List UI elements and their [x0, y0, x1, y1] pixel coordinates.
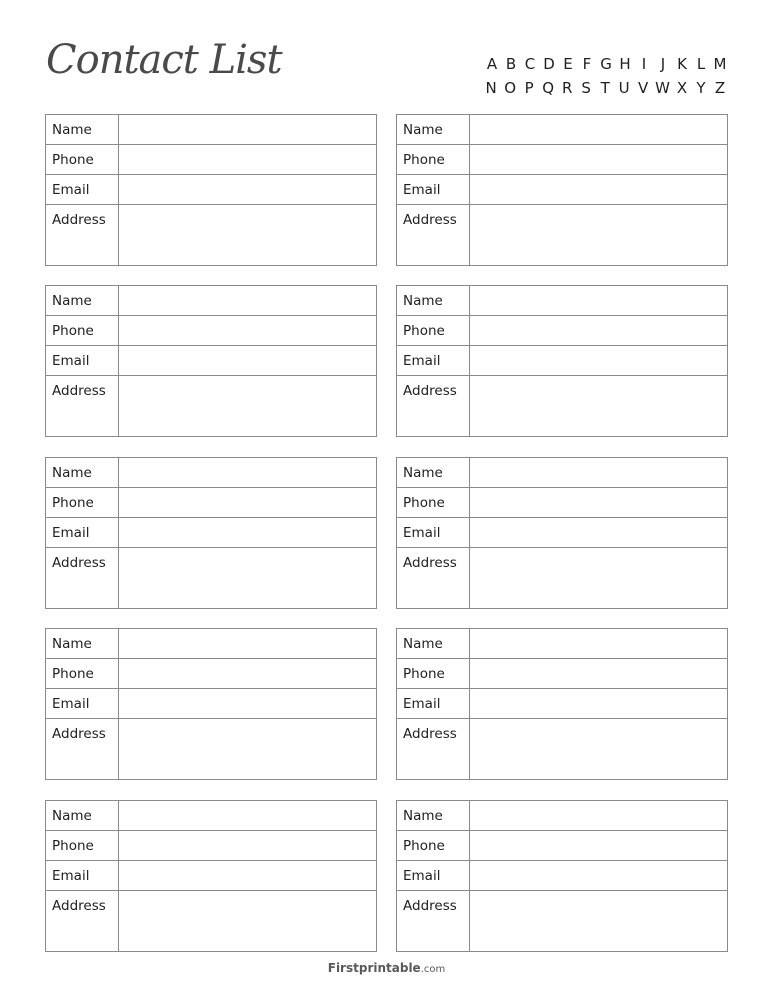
alphabet-letter: K	[677, 55, 687, 73]
alphabet-letter: D	[543, 55, 555, 73]
phone-label: Phone	[46, 316, 119, 345]
address-label: Address	[397, 719, 470, 779]
address-label: Address	[397, 376, 470, 436]
alphabet-letter: Y	[696, 79, 706, 97]
phone-row	[397, 659, 727, 689]
email-field[interactable]	[470, 861, 727, 890]
phone-row	[397, 316, 727, 346]
address-field[interactable]	[119, 376, 376, 436]
email-row	[46, 518, 376, 548]
address-row	[46, 376, 376, 436]
email-row	[46, 175, 376, 205]
address-row	[46, 548, 376, 608]
email-field[interactable]	[119, 861, 376, 890]
name-row	[397, 629, 727, 659]
alphabet-letter: Z	[714, 79, 726, 97]
email-row	[397, 861, 727, 891]
alphabet-row-1	[484, 52, 727, 76]
address-label: Address	[46, 891, 119, 951]
email-label: Email	[46, 689, 119, 718]
address-label: Address	[46, 719, 119, 779]
alphabet-index	[484, 52, 727, 100]
address-field[interactable]	[470, 891, 727, 951]
address-label: Address	[397, 548, 470, 608]
email-field[interactable]	[119, 518, 376, 547]
name-field[interactable]	[470, 629, 727, 658]
phone-field[interactable]	[119, 488, 376, 517]
alphabet-letter: L	[696, 55, 706, 73]
address-row	[46, 891, 376, 951]
phone-label: Phone	[397, 659, 470, 688]
name-field[interactable]	[119, 458, 376, 487]
address-label: Address	[397, 205, 470, 265]
address-field[interactable]	[470, 548, 727, 608]
brand-tld: .com	[420, 964, 446, 975]
alphabet-letter: F	[582, 55, 592, 73]
alphabet-row-2	[484, 76, 727, 100]
page-title: Contact List	[46, 37, 282, 83]
address-label: Address	[46, 548, 119, 608]
address-row	[46, 205, 376, 265]
phone-label: Phone	[397, 316, 470, 345]
name-row	[46, 286, 376, 316]
alphabet-letter: U	[618, 79, 630, 97]
email-row	[46, 346, 376, 376]
contact-card	[45, 285, 377, 437]
email-row	[46, 689, 376, 719]
phone-label: Phone	[46, 488, 119, 517]
email-field[interactable]	[470, 518, 727, 547]
email-label: Email	[397, 689, 470, 718]
alphabet-letter: T	[600, 79, 610, 97]
address-field[interactable]	[119, 719, 376, 779]
alphabet-letter: P	[524, 79, 534, 97]
phone-row	[397, 488, 727, 518]
email-field[interactable]	[470, 346, 727, 375]
address-row	[397, 205, 727, 265]
name-row	[46, 629, 376, 659]
name-label: Name	[46, 458, 119, 487]
name-row	[397, 801, 727, 831]
phone-label: Phone	[46, 659, 119, 688]
email-label: Email	[46, 175, 119, 204]
phone-row	[46, 488, 376, 518]
address-field[interactable]	[119, 548, 376, 608]
phone-label: Phone	[397, 831, 470, 860]
name-label: Name	[46, 801, 119, 830]
name-label: Name	[397, 458, 470, 487]
alphabet-letter: O	[504, 79, 517, 97]
phone-field[interactable]	[470, 831, 727, 860]
phone-field[interactable]	[119, 831, 376, 860]
name-field[interactable]	[119, 801, 376, 830]
contact-card	[396, 457, 728, 609]
phone-label: Phone	[46, 145, 119, 174]
address-label: Address	[46, 376, 119, 436]
phone-row	[46, 659, 376, 689]
name-field[interactable]	[119, 115, 376, 144]
email-label: Email	[397, 346, 470, 375]
email-field[interactable]	[470, 175, 727, 204]
phone-label: Phone	[46, 831, 119, 860]
name-field[interactable]	[470, 286, 727, 315]
email-field[interactable]	[119, 346, 376, 375]
email-label: Email	[46, 346, 119, 375]
alphabet-letter: H	[619, 55, 631, 73]
phone-field[interactable]	[119, 659, 376, 688]
email-row	[397, 518, 727, 548]
name-label: Name	[46, 286, 119, 315]
email-field[interactable]	[470, 689, 727, 718]
name-field[interactable]	[470, 458, 727, 487]
footer-brand	[0, 961, 773, 975]
name-row	[46, 458, 376, 488]
address-row	[397, 548, 727, 608]
contact-card	[45, 114, 377, 266]
name-row	[46, 115, 376, 145]
phone-row	[397, 145, 727, 175]
phone-field[interactable]	[470, 659, 727, 688]
alphabet-letter: N	[485, 79, 497, 97]
alphabet-letter: Q	[542, 79, 555, 97]
phone-row	[46, 831, 376, 861]
alphabet-letter: B	[505, 55, 517, 73]
name-field[interactable]	[119, 286, 376, 315]
name-label: Name	[46, 115, 119, 144]
alphabet-letter: C	[524, 55, 536, 73]
contact-card	[396, 800, 728, 952]
contact-card	[45, 457, 377, 609]
address-field[interactable]	[470, 205, 727, 265]
email-label: Email	[397, 175, 470, 204]
alphabet-letter: I	[641, 55, 647, 73]
name-row	[46, 801, 376, 831]
email-label: Email	[46, 861, 119, 890]
alphabet-letter: M	[713, 55, 727, 73]
address-field[interactable]	[119, 891, 376, 951]
email-field[interactable]	[119, 175, 376, 204]
address-row	[397, 719, 727, 779]
alphabet-letter: A	[486, 55, 498, 73]
alphabet-letter: J	[660, 55, 666, 73]
email-field[interactable]	[119, 689, 376, 718]
phone-label: Phone	[397, 145, 470, 174]
name-label: Name	[46, 629, 119, 658]
address-field[interactable]	[470, 376, 727, 436]
name-field[interactable]	[119, 629, 376, 658]
phone-field[interactable]	[470, 488, 727, 517]
email-label: Email	[397, 518, 470, 547]
name-row	[397, 115, 727, 145]
address-label: Address	[46, 205, 119, 265]
email-row	[397, 689, 727, 719]
name-label: Name	[397, 801, 470, 830]
brand-name: Firstprintable	[327, 961, 421, 975]
contact-card	[396, 628, 728, 780]
phone-field[interactable]	[119, 316, 376, 345]
address-label: Address	[397, 891, 470, 951]
name-row	[397, 286, 727, 316]
email-row	[397, 175, 727, 205]
alphabet-letter: W	[655, 79, 670, 97]
contact-card	[45, 628, 377, 780]
alphabet-letter: S	[581, 79, 591, 97]
phone-row	[46, 145, 376, 175]
alphabet-letter: X	[676, 79, 688, 97]
phone-row	[46, 316, 376, 346]
phone-label: Phone	[397, 488, 470, 517]
email-label: Email	[397, 861, 470, 890]
address-row	[46, 719, 376, 779]
name-field[interactable]	[470, 801, 727, 830]
phone-row	[397, 831, 727, 861]
phone-field[interactable]	[470, 145, 727, 174]
address-field[interactable]	[119, 205, 376, 265]
name-row	[397, 458, 727, 488]
address-row	[397, 891, 727, 951]
alphabet-letter: E	[563, 55, 573, 73]
name-label: Name	[397, 286, 470, 315]
alphabet-letter: V	[638, 79, 649, 97]
address-row	[397, 376, 727, 436]
contact-card	[396, 114, 728, 266]
name-label: Name	[397, 115, 470, 144]
email-row	[397, 346, 727, 376]
name-label: Name	[397, 629, 470, 658]
alphabet-letter: R	[561, 79, 573, 97]
phone-field[interactable]	[119, 145, 376, 174]
contact-card	[45, 800, 377, 952]
phone-field[interactable]	[470, 316, 727, 345]
alphabet-letter: G	[600, 55, 612, 73]
email-row	[46, 861, 376, 891]
contact-card	[396, 285, 728, 437]
email-label: Email	[46, 518, 119, 547]
name-field[interactable]	[470, 115, 727, 144]
address-field[interactable]	[470, 719, 727, 779]
